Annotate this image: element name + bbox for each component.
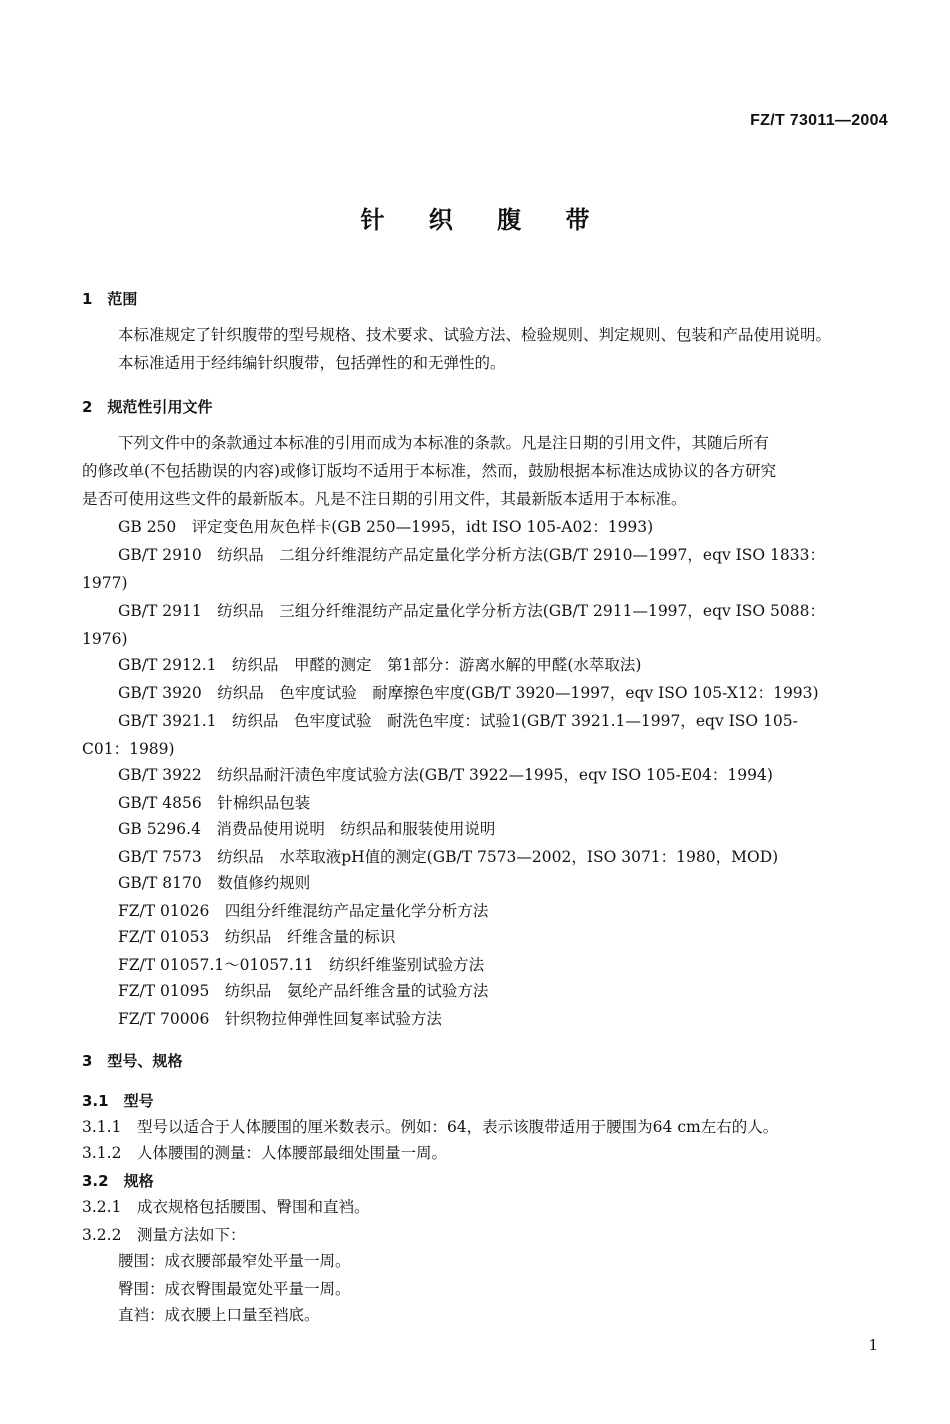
ref-fzt01095: FZ/T 01095 纺织品 氨纶产品纤维含量的试验方法 (118, 982, 489, 1000)
document-title: 针 织 腹 带 (360, 206, 608, 234)
ref-gbt3922: GB/T 3922 纺织品耐汗渍色牢度试验方法(GB/T 3922—1995，eqv ISO 105-E04：1994) (118, 766, 773, 784)
ref-gbt3921-1-cont: C01：1989) (82, 740, 175, 758)
ref-gbt3920: GB/T 3920 纺织品 色牢度试验 耐摩擦色牢度(GB/T 3920—1997，eqv ISO 105-X12：1993) (118, 684, 819, 702)
section-3-2-heading: 3.2 规格 (82, 1172, 154, 1190)
ref-fzt01026: FZ/T 01026 四组分纤维混纺产品定量化学分析方法 (118, 902, 489, 920)
ref-gbt7573: GB/T 7573 纺织品 水萃取液pH值的测定(GB/T 7573—2002，ISO 3071：1980，MOD) (118, 848, 779, 866)
clause-3-1-1: 3.1.1 型号以适合于人体腰围的厘米数表示。例如：64，表示该腹带适用于腰围为64 cm左右的人。 (82, 1118, 779, 1136)
ref-fzt70006: FZ/T 70006 针织物拉伸弹性回复率试验方法 (118, 1010, 442, 1028)
ref-gbt4856: GB/T 4856 针棉织品包装 (118, 794, 311, 812)
ref-gbt8170: GB/T 8170 数值修约规则 (118, 874, 311, 892)
ref-gbt2911-cont: 1976) (82, 630, 128, 648)
ref-fzt01057: FZ/T 01057.1～01057.11 纺织纤维鉴别试验方法 (118, 956, 485, 974)
section-1-para-2: 本标准适用于经纬编针织腹带，包括弹性的和无弹性的。 (118, 354, 506, 372)
section-2-intro-line-1: 下列文件中的条款通过本标准的引用而成为本标准的条款。凡是注日期的引用文件，其随后所有 (118, 434, 770, 452)
ref-gbt2911: GB/T 2911 纺织品 三组分纤维混纺产品定量化学分析方法(GB/T 2911—1997，eqv ISO 5088： (118, 602, 826, 620)
section-2-intro-line-3: 是否可使用这些文件的最新版本。凡是不注日期的引用文件，其最新版本适用于本标准。 (82, 490, 687, 508)
ref-gbt2912-1: GB/T 2912.1 纺织品 甲醛的测定 第1部分：游离水解的甲醛(水萃取法) (118, 656, 642, 674)
clause-3-2-2: 3.2.2 测量方法如下： (82, 1226, 246, 1244)
clause-3-1-2: 3.1.2 人体腰围的测量：人体腰部最细处围量一周。 (82, 1144, 447, 1162)
ref-gbt2910-cont: 1977) (82, 574, 128, 592)
section-1-heading: 1 范围 (82, 290, 138, 308)
page-number: 1 (868, 1336, 878, 1354)
standard-code: FZ/T 73011—2004 (750, 112, 888, 129)
section-2-intro-line-2: 的修改单(不包括勘误的内容)或修订版均不适用于本标准，然而，鼓励根据本标准达成协议的各方研究 (82, 462, 777, 480)
section-1-para-1: 本标准规定了针织腹带的型号规格、技术要求、试验方法、检验规则、判定规则、包装和产品使用说明。 (118, 326, 832, 344)
section-3-heading: 3 型号、规格 (82, 1052, 183, 1070)
clause-3-2-1: 3.2.1 成衣规格包括腰围、臀围和直裆。 (82, 1198, 370, 1216)
section-3-1-heading: 3.1 型号 (82, 1092, 154, 1110)
ref-gbt3921-1: GB/T 3921.1 纺织品 色牢度试验 耐洗色牢度：试验1(GB/T 3921.1—1997，eqv ISO 105- (118, 712, 798, 730)
ref-gbt2910: GB/T 2910 纺织品 二组分纤维混纺产品定量化学分析方法(GB/T 2910—1997，eqv ISO 1833： (118, 546, 826, 564)
section-2-heading: 2 规范性引用文件 (82, 398, 213, 416)
ref-gb5296-4: GB 5296.4 消费品使用说明 纺织品和服装使用说明 (118, 820, 496, 838)
measure-rise: 直裆：成衣腰上口量至裆底。 (118, 1306, 320, 1324)
measure-hip: 臀围：成衣臀围最宽处平量一周。 (118, 1280, 351, 1298)
ref-fzt01053: FZ/T 01053 纺织品 纤维含量的标识 (118, 928, 396, 946)
measure-waist: 腰围：成衣腰部最窄处平量一周。 (118, 1252, 351, 1270)
ref-gb250: GB 250 评定变色用灰色样卡(GB 250—1995，idt ISO 105-A02：1993) (118, 518, 654, 536)
